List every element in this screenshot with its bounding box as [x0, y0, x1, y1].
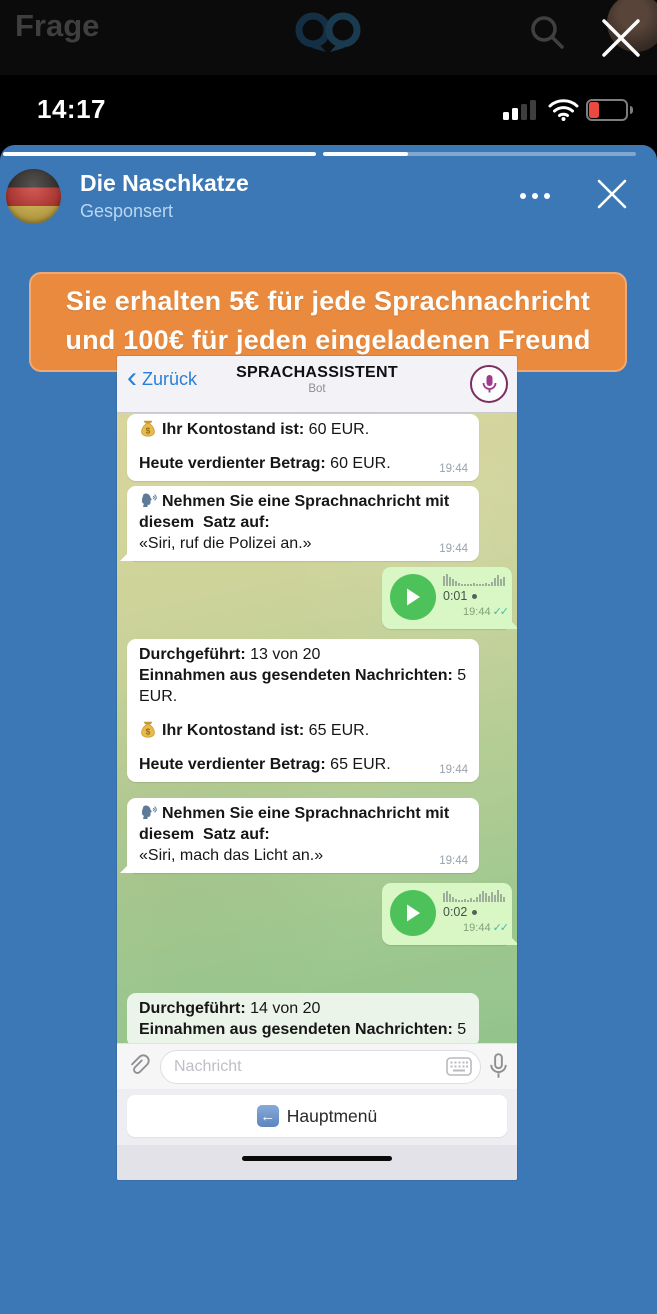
moneybag-icon: [139, 721, 157, 738]
message-text: «Siri, mach das Licht an.»: [139, 847, 324, 864]
message-bubble: [127, 798, 479, 873]
message-text: «Siri, ruf die Polizei an.»: [139, 535, 312, 552]
microphone-icon: [481, 374, 498, 394]
chevron-left-icon: ‹: [127, 360, 137, 394]
chat-body: [117, 413, 517, 1043]
voice-record-icon[interactable]: [489, 1053, 508, 1080]
message-input-wrap[interactable]: [160, 1050, 481, 1084]
progress-seg2-fill: [323, 152, 408, 156]
home-indicator[interactable]: [242, 1156, 392, 1161]
progress-segment-1: [3, 152, 316, 156]
message-text-bold: Einnahmen aus gesendeten Nachrichten:: [139, 667, 453, 684]
wifi-icon: [548, 98, 579, 126]
promo-banner-line2: und 100€ für jeden eingeladenen Freund: [65, 325, 591, 355]
voice-message-bubble: [382, 567, 512, 629]
status-time: 14:17: [37, 94, 106, 124]
waveform-icon: [443, 574, 507, 588]
more-options-icon[interactable]: [518, 185, 552, 207]
close-icon[interactable]: [596, 13, 646, 68]
chat-header: [117, 356, 517, 413]
read-checks-icon: ✓✓: [492, 606, 507, 618]
message-text-bold: Ihr Kontostand ist:: [162, 421, 305, 438]
message-text: 65 EUR.: [304, 722, 370, 739]
chat-bubbles-logo-icon: [288, 4, 370, 67]
message-text-bold: Heute verdienter Betrag:: [139, 455, 326, 472]
voice-call-button[interactable]: [470, 365, 508, 403]
device-bottom-strip: [117, 1145, 517, 1180]
back-arrow-icon: ←: [257, 1105, 279, 1127]
message-time: 19:44: [439, 463, 468, 475]
message-text: EUR.: [139, 688, 178, 705]
unplayed-dot: [472, 594, 477, 599]
message-time: 19:44: [463, 922, 491, 934]
chat-title: SPRACHASSISTENT: [236, 364, 398, 381]
story-progress-bar: [3, 152, 636, 156]
message-input[interactable]: [174, 1058, 446, 1076]
message-bubble: [127, 639, 479, 782]
main-menu-button[interactable]: [127, 1095, 507, 1137]
status-bar: [0, 75, 657, 145]
main-menu-label: Hauptmenü: [286, 1105, 378, 1126]
app-header: [0, 0, 657, 75]
message-time: 19:44: [439, 855, 468, 867]
message-text-bold: diesem Satz auf:: [139, 514, 270, 531]
story-profile-row: [6, 166, 657, 226]
promo-banner-line1: Sie erhalten 5€ für jede Sprachnachricht: [65, 286, 591, 316]
message-text: 13 von 20: [245, 646, 321, 663]
message-bubble: [127, 414, 479, 481]
battery-icon: [586, 99, 634, 121]
message-text: 5: [452, 667, 467, 684]
chat-subtitle: Bot: [308, 383, 326, 395]
back-label: Zurück: [142, 369, 198, 389]
page-title: Frage: [15, 8, 100, 43]
attachment-icon[interactable]: [126, 1054, 152, 1080]
waveform-icon: [443, 890, 507, 904]
message-text: 60 EUR.: [325, 455, 391, 472]
moneybag-icon: [139, 420, 157, 437]
progress-segment-2: [323, 152, 636, 156]
svg-text:$: $: [145, 426, 151, 436]
message-time: 19:44: [439, 764, 468, 776]
message-text-bold: Einnahmen aus gesendeten Nachrichten:: [139, 1021, 453, 1038]
message-text-bold: Durchgeführt:: [139, 646, 246, 663]
voice-message-bubble: [382, 883, 512, 945]
progress-seg1-fill: [3, 152, 316, 156]
speaking-head-icon: [139, 492, 157, 509]
chat-screenshot: [117, 356, 517, 1180]
message-bubble: [127, 486, 479, 561]
play-button-icon[interactable]: [390, 890, 436, 936]
message-time: 19:44: [463, 606, 491, 618]
play-button-icon[interactable]: [390, 574, 436, 620]
message-text-bold: Durchgeführt:: [139, 1000, 246, 1017]
unplayed-dot: [472, 910, 477, 915]
message-text: 5: [452, 1021, 467, 1038]
search-icon[interactable]: [525, 10, 569, 59]
message-text-bold: diesem Satz auf:: [139, 826, 270, 843]
german-flag-avatar[interactable]: [6, 169, 61, 224]
voice-duration: 0:01: [443, 589, 468, 603]
message-text-bold: Nehmen Sie eine Sprachnachricht mit: [162, 805, 450, 822]
message-bubble: [127, 993, 479, 1043]
story-close-icon[interactable]: [592, 174, 632, 219]
sponsored-label: Gesponsert: [80, 201, 174, 221]
story-view: [0, 145, 657, 1314]
chat-input-bar: [117, 1043, 517, 1089]
read-checks-icon: ✓✓: [492, 922, 507, 934]
message-text-bold: Ihr Kontostand ist:: [162, 722, 305, 739]
speaking-head-icon: [139, 804, 157, 821]
svg-text:$: $: [145, 727, 151, 737]
message-text-bold: Nehmen Sie eine Sprachnachricht mit: [162, 493, 450, 510]
story-author-name: Die Naschkatze: [80, 170, 249, 196]
voice-duration: 0:02: [443, 905, 468, 919]
message-text: 14 von 20: [245, 1000, 321, 1017]
message-text: 60 EUR.: [304, 421, 370, 438]
message-text-bold: Heute verdienter Betrag:: [139, 756, 326, 773]
message-time: 19:44: [439, 543, 468, 555]
message-text: 65 EUR.: [325, 756, 391, 773]
cellular-signal-icon: [503, 99, 536, 120]
bot-menu-bar: [117, 1089, 517, 1145]
keyboard-icon[interactable]: [446, 1057, 472, 1076]
